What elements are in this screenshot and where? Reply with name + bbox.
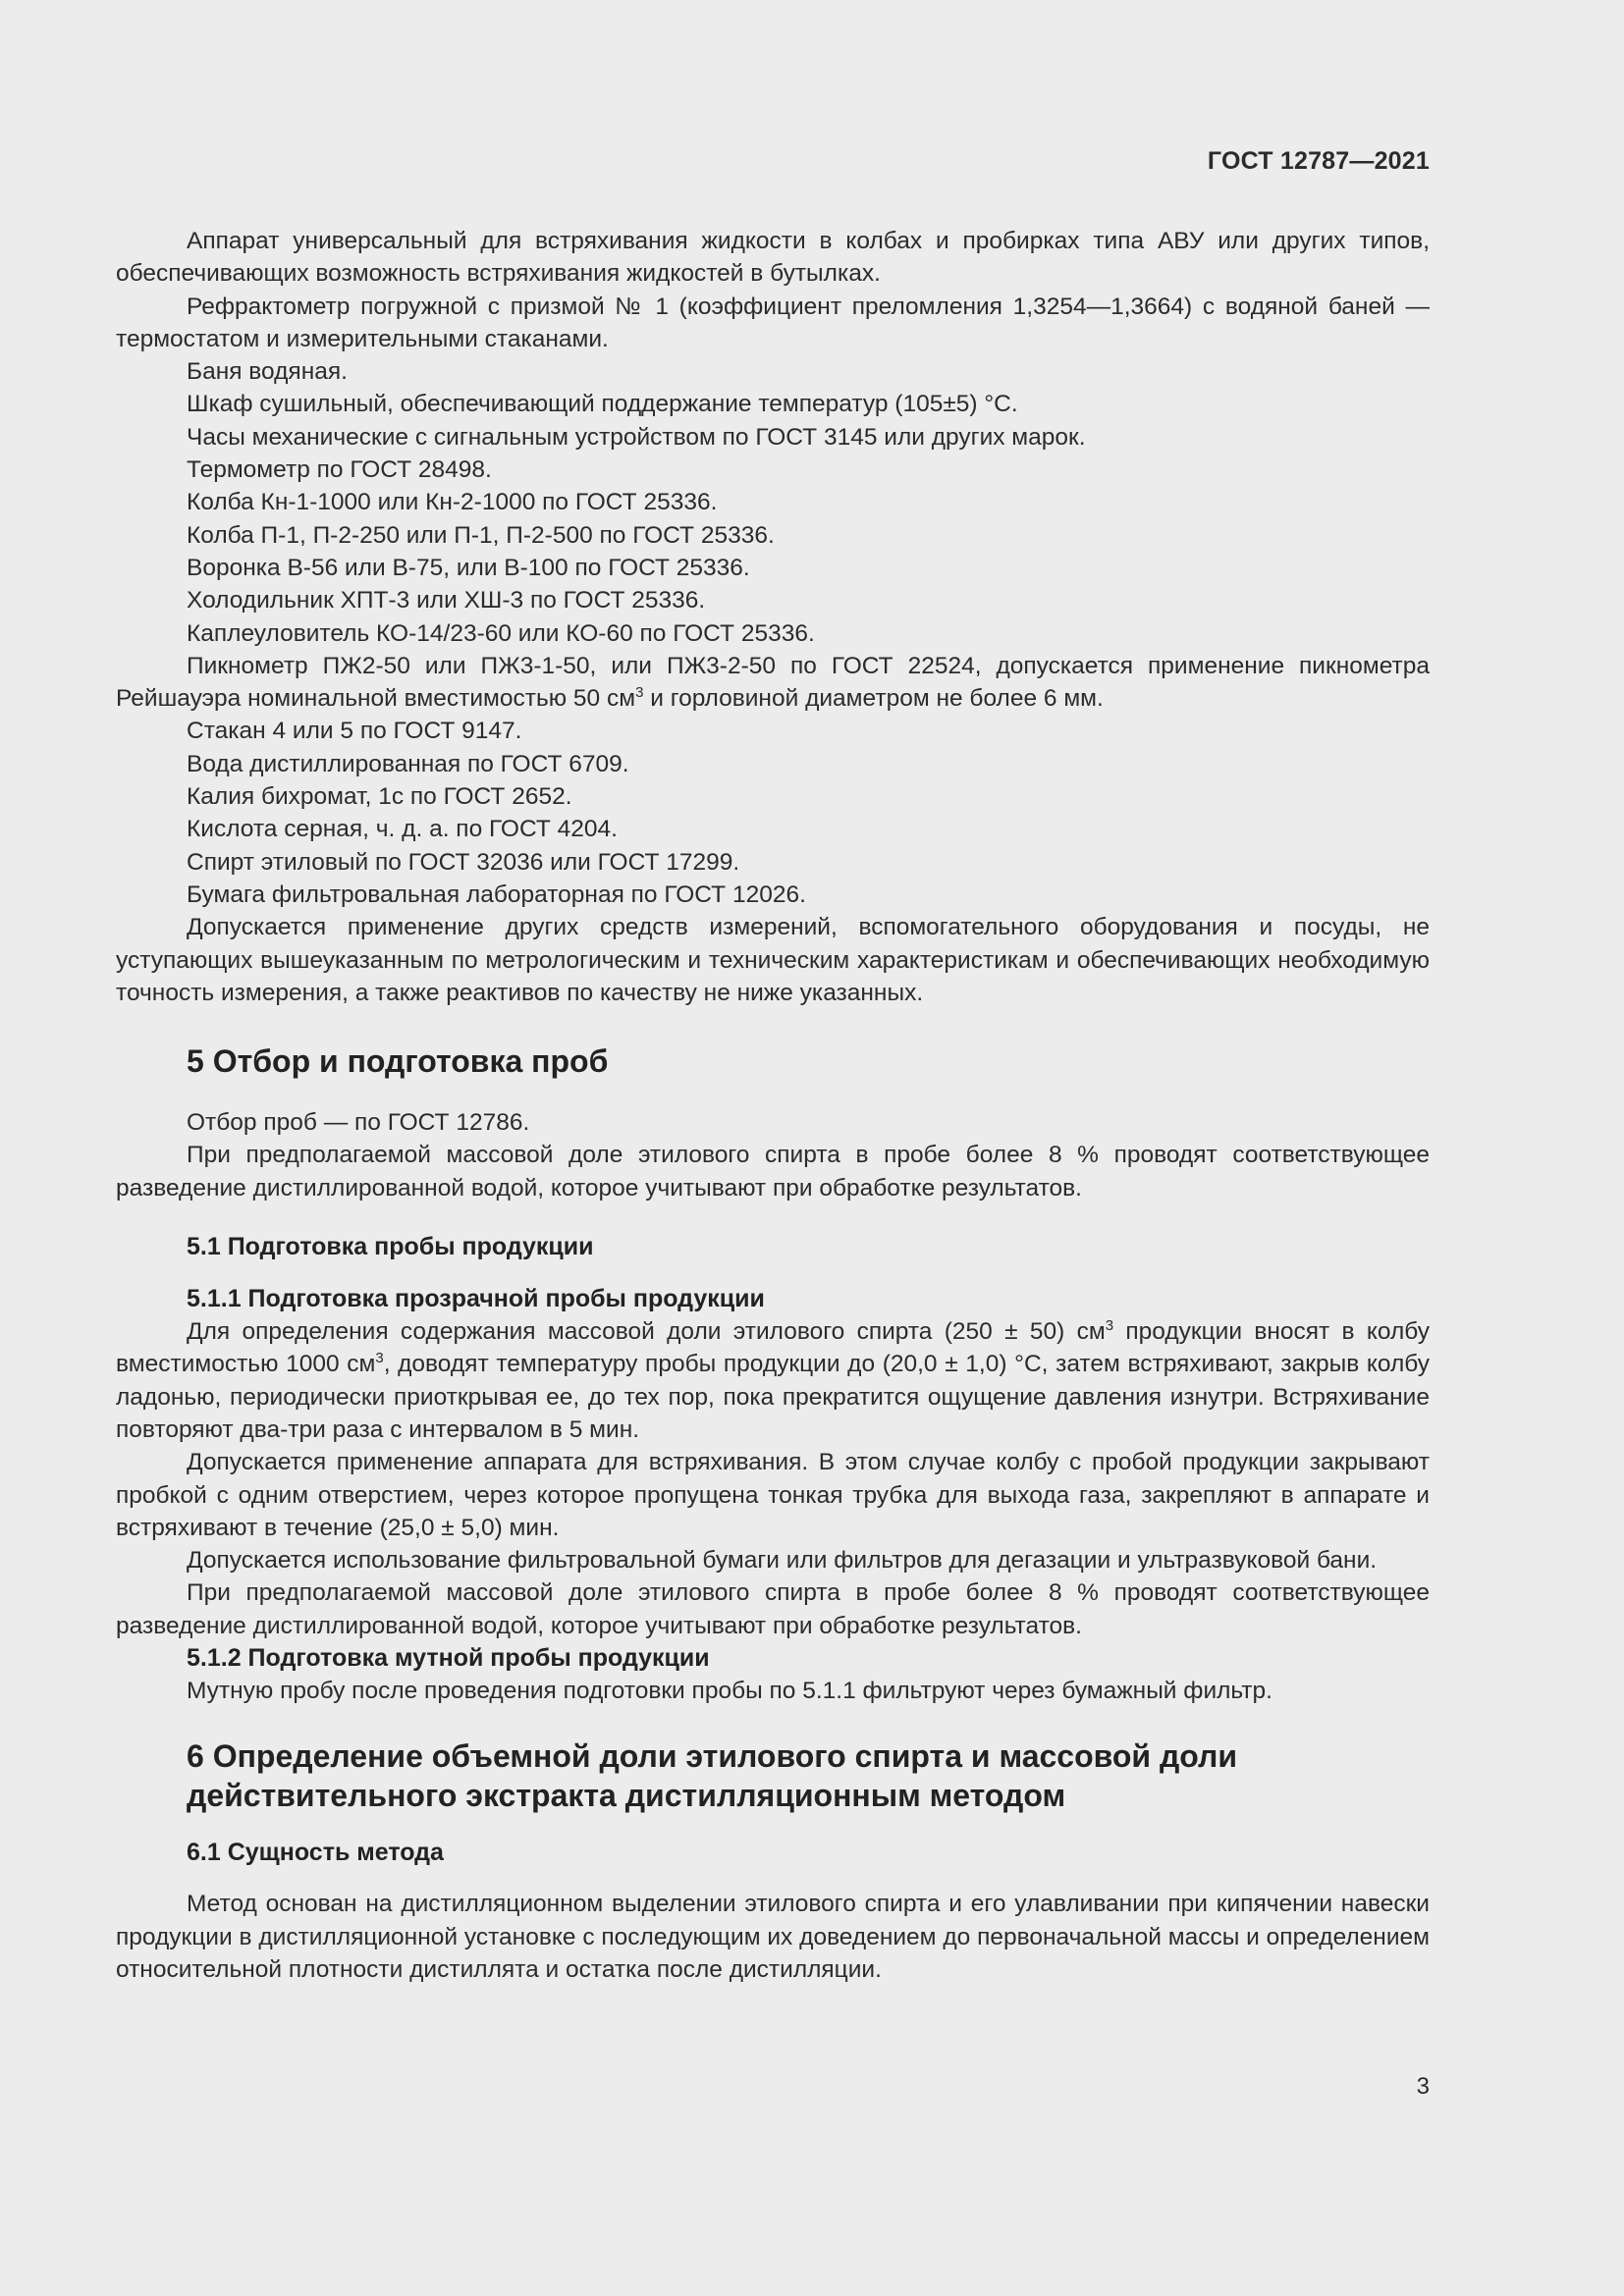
superscript: 3 [635, 684, 644, 702]
subsection-heading: 6.1 Сущность метода [187, 1839, 444, 1867]
text-run: Для определения содержания массовой доли этилового спирта (250 ± 50) см [187, 1318, 1106, 1346]
paragraph: Колба П-1, П-2-250 или П-1, П-2-500 по ГОСТ 25336. [187, 521, 775, 549]
paragraph: Кислота серная, ч. д. а. по ГОСТ 4204. [187, 816, 618, 843]
subsection-heading: 5.1.2 Подготовка мутной пробы продукции [187, 1643, 710, 1672]
section-heading: 5 Отбор и подготовка проб [187, 1043, 609, 1080]
paragraph: Спирт этиловый по ГОСТ 32036 или ГОСТ 17299. [187, 848, 740, 876]
paragraph: Бумага фильтровальная лабораторная по ГОСТ 12026. [187, 881, 806, 908]
paragraph: Воронка В-56 или В-75, или В-100 по ГОСТ 25336. [187, 554, 750, 581]
paragraph: Допускается использование фильтровальной бумаги или фильтров для дегазации и ультразвуковой бани. [187, 1547, 1378, 1575]
section-heading [116, 1736, 1430, 1815]
paragraph: Вода дистиллированная по ГОСТ 6709. [187, 750, 629, 777]
paragraph: Шкаф сушильный, обеспечивающий поддержание температур (105±5) °С. [187, 391, 1018, 418]
superscript: 3 [375, 1350, 384, 1367]
paragraph: Допускается применение других средств измерений, вспомогательного оборудования и посуды, не уступающих вышеуказанным по метрологическим и техническим характеристикам и обеспечивающих необходимую точность измерения, а также реактивов по качеству не ниже указанных. [116, 914, 1430, 1006]
paragraph: Рефрактометр погружной с призмой № 1 (коэффициент преломления 1,3254—1,3664) с водяной баней — термостатом и измерительными стаканами. [116, 293, 1430, 352]
paragraph: Мутную пробу после проведения подготовки пробы по 5.1.1 фильтруют через бумажный фильтр. [187, 1677, 1272, 1704]
paragraph [116, 1315, 1430, 1446]
text-run: продукции вносят в колбу вместимостью 1000 см [116, 1318, 1431, 1378]
paragraph: Колба Кн-1-1000 или Кн-2-1000 по ГОСТ 25336. [187, 489, 718, 516]
heading-line: действительного экстракта дистилляционным методом [187, 1778, 1066, 1814]
paragraph: Холодильник ХПТ-3 или ХШ-3 по ГОСТ 25336. [187, 587, 706, 614]
paragraph: Метод основан на дистилляционном выделении этилового спирта и его улавливании при кипячении навески продукции в дистилляционной установке с последующим их доведением до первоначальной массы и определением относительной плотности дистиллята и остатка после дистилляции. [116, 1891, 1430, 1983]
page-content [116, 225, 1430, 1986]
subsection-heading: 5.1 Подготовка пробы продукции [187, 1233, 594, 1261]
subsection-heading: 5.1.1 Подготовка прозрачной пробы продукции [187, 1285, 765, 1313]
paragraph: Термометр по ГОСТ 28498. [187, 456, 492, 484]
document-code: ГОСТ 12787—2021 [1207, 147, 1430, 175]
text-run: и горловиной диаметром не более 6 мм. [643, 685, 1104, 713]
paragraph [116, 650, 1430, 716]
paragraph: Отбор проб — по ГОСТ 12786. [187, 1109, 530, 1137]
heading-line: 6 Определение объемной доли этилового спирта и массовой доли [187, 1738, 1238, 1775]
superscript: 3 [1105, 1317, 1114, 1335]
paragraph: Каплеуловитель КО-14/23-60 или КО-60 по ГОСТ 25336. [187, 619, 815, 647]
paragraph: Часы механические с сигнальным устройством по ГОСТ 3145 или других марок. [187, 423, 1086, 451]
paragraph: Аппарат универсальный для встряхивания жидкости в колбах и пробирках типа АВУ или других типов, обеспечивающих возможность встряхивания жидкостей в бутылках. [116, 228, 1430, 288]
paragraph: Баня водяная. [187, 358, 348, 386]
paragraph: При предполагаемой массовой доле этилового спирта в пробе более 8 % проводят соответствующее разведение дистиллированной водой, которое учитывают при обработке результатов. [116, 1142, 1430, 1201]
page-number: 3 [1416, 2073, 1430, 2100]
text-run: Пикнометр ПЖ2-50 или ПЖ3-1-50, или ПЖ3-2-50 по ГОСТ 22524, допускается применение пикнометра Рейшауэра номинальной вместимостью 50 см [116, 652, 1430, 713]
text-run: , доводят температуру пробы продукции до (20,0 ± 1,0) °С, затем встряхивают, закрыв колбу ладонью, периодически приоткрывая ее, до тех пор, пока прекратится ощущение давления изнутри. Встряхивание повторяют два-три раза с интервалом в 5 мин. [116, 1351, 1430, 1443]
paragraph: Допускается применение аппарата для встряхивания. В этом случае колбу с пробой продукции закрывают пробкой с одним отверстием, через которое пропущена тонкая трубка для выхода газа, закрепляют в аппарате и встряхивают в течение (25,0 ± 5,0) мин. [116, 1449, 1430, 1541]
paragraph: При предполагаемой массовой доле этилового спирта в пробе более 8 % проводят соответствующее разведение дистиллированной водой, которое учитывают при обработке результатов. [116, 1579, 1430, 1639]
paragraph: Стакан 4 или 5 по ГОСТ 9147. [187, 718, 522, 745]
paragraph: Калия бихромат, 1с по ГОСТ 2652. [187, 783, 572, 811]
